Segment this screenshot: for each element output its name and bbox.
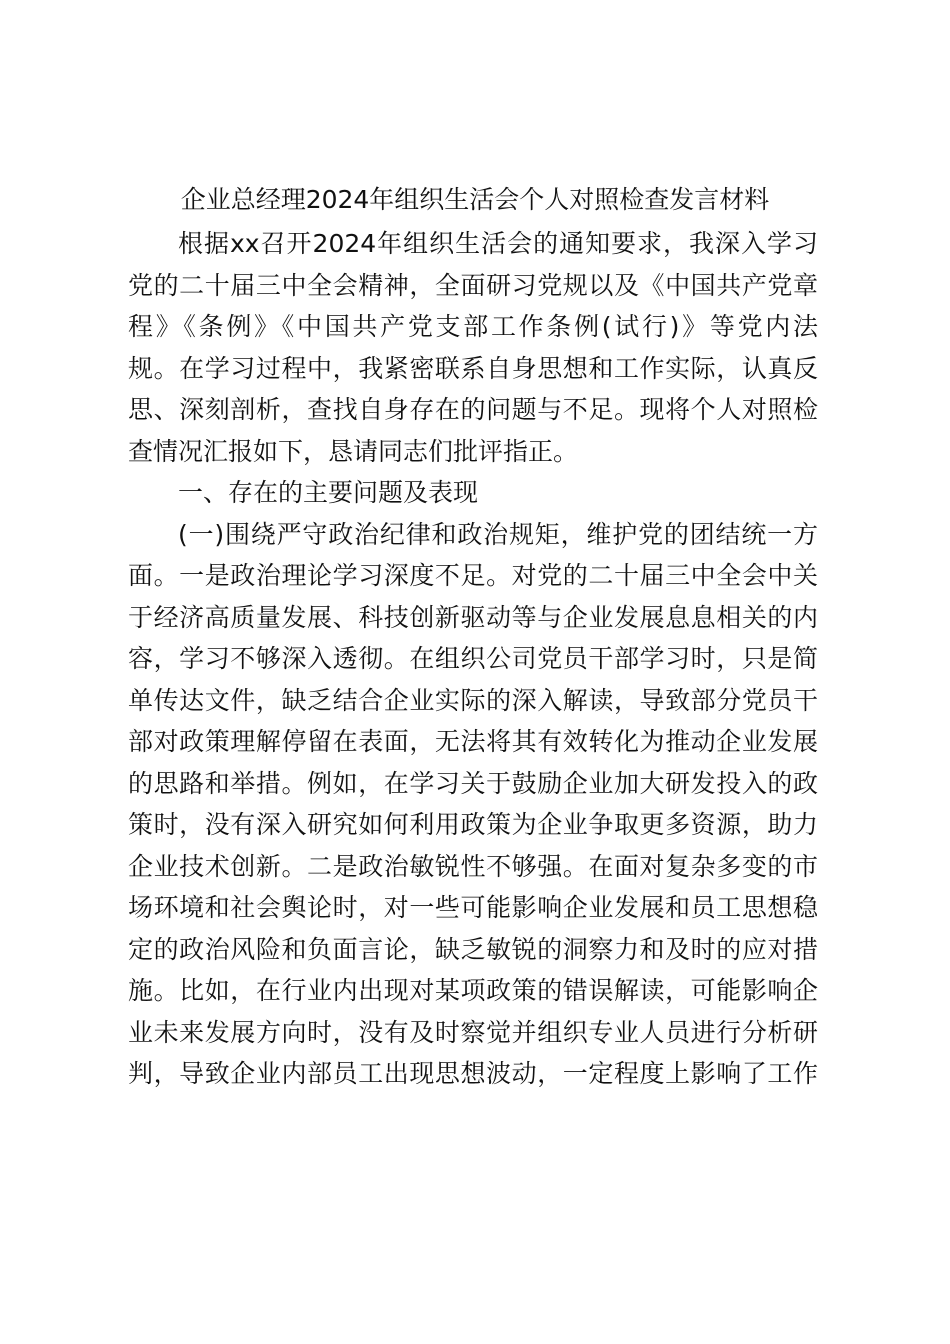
paragraph-2-line-10: 场环境和社会舆论时，对一些可能影响企业发展和员工思想稳 <box>128 893 818 922</box>
paragraph-2-line-8: 策时，没有深入研究如何利用政策为企业争取更多资源，助力 <box>128 810 818 839</box>
paragraph-2-line-2: 面。一是政治理论学习深度不足。对党的二十届三中全会中关 <box>128 561 818 590</box>
paragraph-1-line-3: 程》《条例》《中国共产党支部工作条例(试行)》等党内法 <box>128 312 818 341</box>
section-heading: 一、存在的主要问题及表现 <box>178 478 479 507</box>
paragraph-2-line-14: 判，导致企业内部员工出现思想波动，一定程度上影响了工作 <box>128 1059 818 1088</box>
document-body <box>128 223 818 1095</box>
paragraph-1-line-2: 党的二十届三中全会精神，全面研习党规以及《中国共产党章 <box>128 270 818 300</box>
paragraph-1-line-5: 思、深刻剖析，查找自身存在的问题与不足。现将个人对照检 <box>128 395 818 424</box>
paragraph-2-line-12: 施。比如，在行业内出现对某项政策的错误解读，可能影响企 <box>128 976 818 1005</box>
paragraph-2-line-1: (一)围绕严守政治纪律和政治规矩，维护党的团结统一方 <box>178 519 818 549</box>
paragraph-2-line-13: 业未来发展方向时，没有及时察觉并组织专业人员进行分析研 <box>128 1017 818 1047</box>
paragraph-2-line-4: 容，学习不够深入透彻。在组织公司党员干部学习时，只是简 <box>128 644 818 673</box>
paragraph-2-line-6: 部对政策理解停留在表面，无法将其有效转化为推动企业发展 <box>128 727 818 756</box>
paragraph-2-line-7: 的思路和举措。例如，在学习关于鼓励企业加大研发投入的政 <box>128 768 818 798</box>
paragraph-1-line-6: 查情况汇报如下，恳请同志们批评指正。 <box>128 436 579 466</box>
paragraph-2-line-5: 单传达文件，缺乏结合企业实际的深入解读，导致部分党员干 <box>128 685 818 715</box>
document-title: 企业总经理2024年组织生活会个人对照检查发言材料 <box>180 185 770 214</box>
paragraph-2-line-3: 于经济高质量发展、科技创新驱动等与企业发展息息相关的内 <box>128 602 818 632</box>
paragraph-1-line-1: 根据xx召开2024年组织生活会的通知要求，我深入学习 <box>178 229 818 258</box>
paragraph-2-line-9: 企业技术创新。二是政治敏锐性不够强。在面对复杂多变的市 <box>128 851 818 881</box>
paragraph-2-line-11: 定的政治风险和负面言论，缺乏敏锐的洞察力和及时的应对措 <box>128 934 818 964</box>
paragraph-1-line-4: 规。在学习过程中，我紧密联系自身思想和工作实际，认真反 <box>128 353 818 383</box>
